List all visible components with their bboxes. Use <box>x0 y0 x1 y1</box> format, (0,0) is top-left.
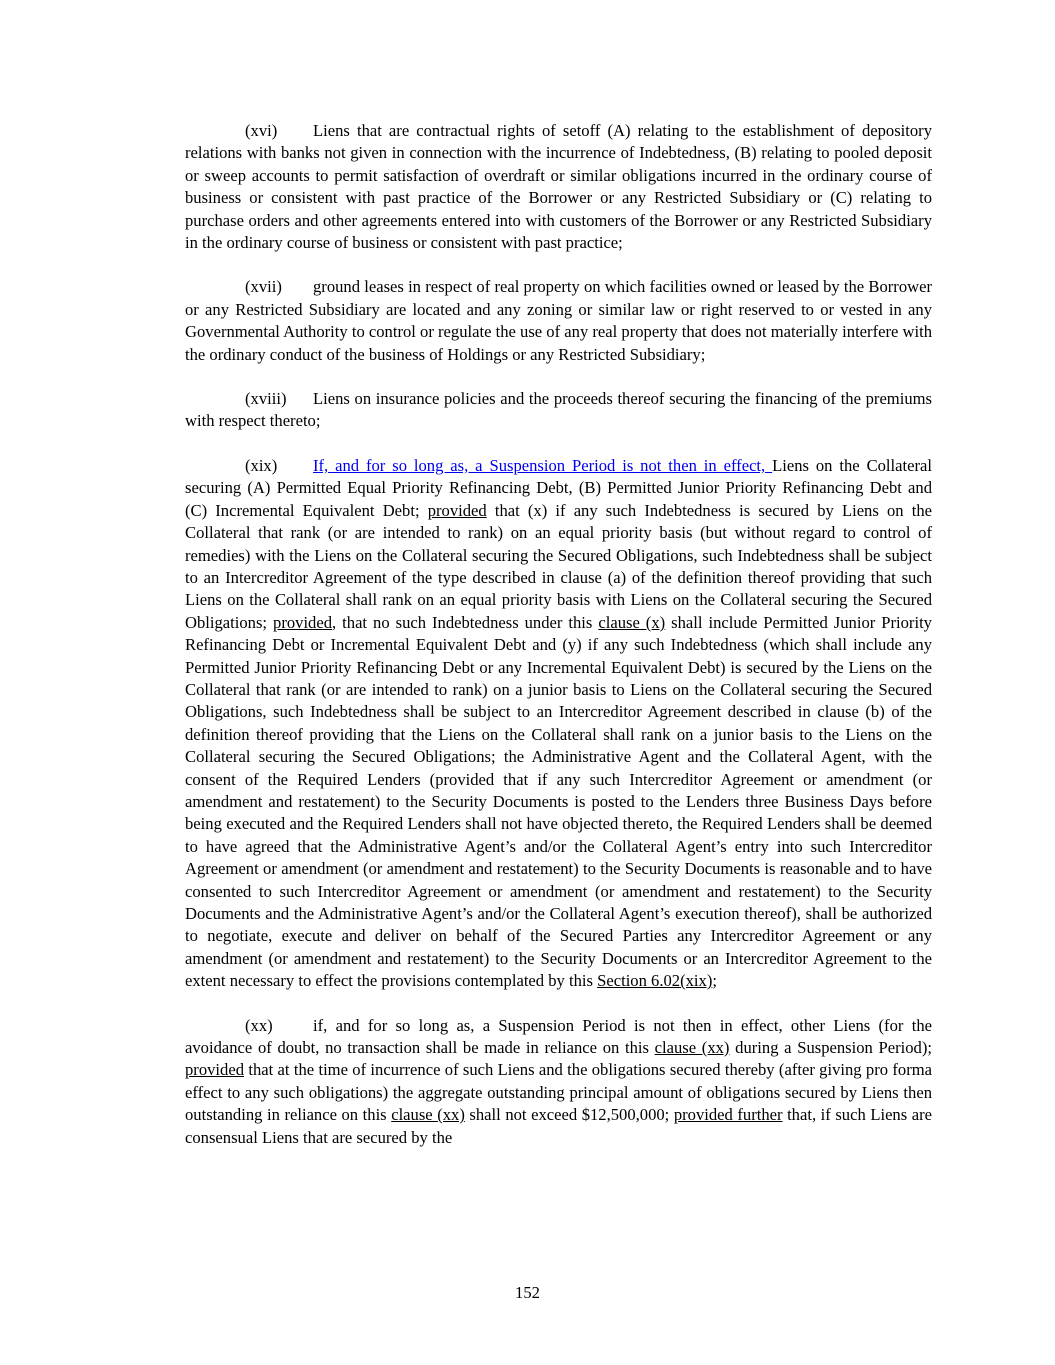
clause-number: (xx) <box>245 1015 273 1035</box>
text-run: shall not exceed $12,500,000; <box>464 1105 674 1125</box>
paragraph-xvii <box>185 276 932 366</box>
clause-number: (xviii) <box>245 389 287 409</box>
text-run: Liens on insurance policies and the proceeds thereof securing the financing of the premiums with respect thereto; <box>185 389 932 431</box>
text-run: during a Suspension Period); <box>729 1038 932 1058</box>
text-run: Liens that are contractual rights of setoff (A) relating to the establishment of depository relations with banks not given in connection with the incurrence of Indebtedness, (B) relating to pooled deposit or sweep accounts to permit satisfaction of overdraft or similar obligations incurred in the ordinary course of business or consistent with past practice of the Borrower or any Restricted Subsidiary or (C) relating to purchase orders and other agreements entered into with customers of the Borrower or any Restricted Subsidiary in the ordinary course of business or consistent with past practice; <box>185 121 932 253</box>
text-run: shall include Permitted Junior Priority Refinancing Debt or Incremental Equivalent Debt and (y) if any such Indebtedness (which shall include any Permitted Junior Priority Refinancing Debt or any Incremental Equivalent Debt) is secured by the Liens on the Collateral that rank (or are intended to rank) on a junior basis to Liens on the Collateral securing the Secured Obligations, such Indebtedness shall be subject to an Intercreditor Agreement described in clause (b) of the definition thereof providing that the Liens on the Collateral shall rank on a junior basis to the Liens on the Collateral securing the Secured Obligations; the Administrative Agent and the Collateral Agent, with the consent of the Required Lenders (provided that if any such Intercreditor Agreement or amendment (or amendment and restatement) to the Security Documents is posted to the Lenders three Business Days before being executed and the Required Lenders shall not have objected thereto, the Required Lenders shall be deemed to have agreed that the Administrative Agent’s and/or the Collateral Agent’s entry into such Intercreditor Agreement or amendment (or amendment and restatement) to the Security Documents is reasonable and to have consented to such Intercreditor Agreement or amendment (or amendment and restatement) to the Security Documents and the Administrative Agent’s and/or the Collateral Agent’s execution thereof), shall be authorized to negotiate, execute and deliver on behalf of the Secured Parties any Intercreditor Agreement or any amendment (or amendment and restatement) to the Security Documents or an Intercreditor Agreement to the extent necessary to effect the provisions contemplated by this <box>185 612 932 991</box>
underlined-term: provided <box>185 1060 244 1080</box>
text-run: ground leases in respect of real property on which facilities owned or leased by the Borrower or any Restricted Subsidiary are located and any zoning or similar law or right reserved to or vested in any Governmental Authority to control or regulate the use of any real property that does not materially interfere with the ordinary conduct of the business of Holdings or any Restricted Subsidiary; <box>185 277 932 364</box>
clause-number: (xvii) <box>245 277 282 297</box>
paragraph-xx <box>185 1015 932 1149</box>
text-run: ; <box>712 971 717 991</box>
text-run: that at the time of incurrence of such Liens and the obligations secured thereby (after giving pro forma effect to any such obligations) the aggregate outstanding principal amount of obligations secured by Liens then outstanding in reliance on this <box>185 1060 932 1125</box>
underlined-term: provided <box>427 500 487 520</box>
clause-number: (xvi) <box>245 121 278 140</box>
underlined-term: provided further <box>673 1105 783 1125</box>
paragraph-xvi <box>185 120 932 254</box>
underlined-term: provided <box>273 612 333 632</box>
text-run: that, if such Liens are consensual Liens that are secured by the <box>185 1105 932 1147</box>
section-reference: Section 6.02(xix) <box>597 971 713 991</box>
underlined-term: clause (xx) <box>391 1105 465 1125</box>
text-run: Liens on the Collateral securing (A) Permitted Equal Priority Refinancing Debt, (B) Permitted Junior Priority Refinancing Debt and (C) Incremental Equivalent Debt; <box>185 455 932 520</box>
text-run: , that no such Indebtedness under this <box>332 612 599 632</box>
inserted-text: If, and for so long as, a Suspension Period is not then in effect, <box>313 455 773 475</box>
text-run: if, and for so long as, a Suspension Period is not then in effect, other Liens (for the avoidance of doubt, no transaction shall be made in reliance on this <box>185 1015 932 1058</box>
underlined-term: clause (x) <box>598 612 666 632</box>
page-number: 152 <box>515 1283 540 1302</box>
clause-number: (xix) <box>245 455 278 475</box>
text-run: that (x) if any such Indebtedness is secured by Liens on the Collateral that rank (or are intended to rank) on an equal priority basis (but without regard to control of remedies) with the Liens on the Collateral securing the Secured Obligations, such Indebtedness shall be subject to an Intercreditor Agreement of the type described in clause (a) of the definition thereof providing that such Liens on the Collateral shall rank on an equal priority basis with Liens on the Collateral securing the Secured Obligations; <box>185 500 932 632</box>
paragraph-xix <box>185 455 932 993</box>
underlined-term: clause (xx) <box>654 1038 730 1058</box>
paragraph-xviii <box>185 388 932 433</box>
